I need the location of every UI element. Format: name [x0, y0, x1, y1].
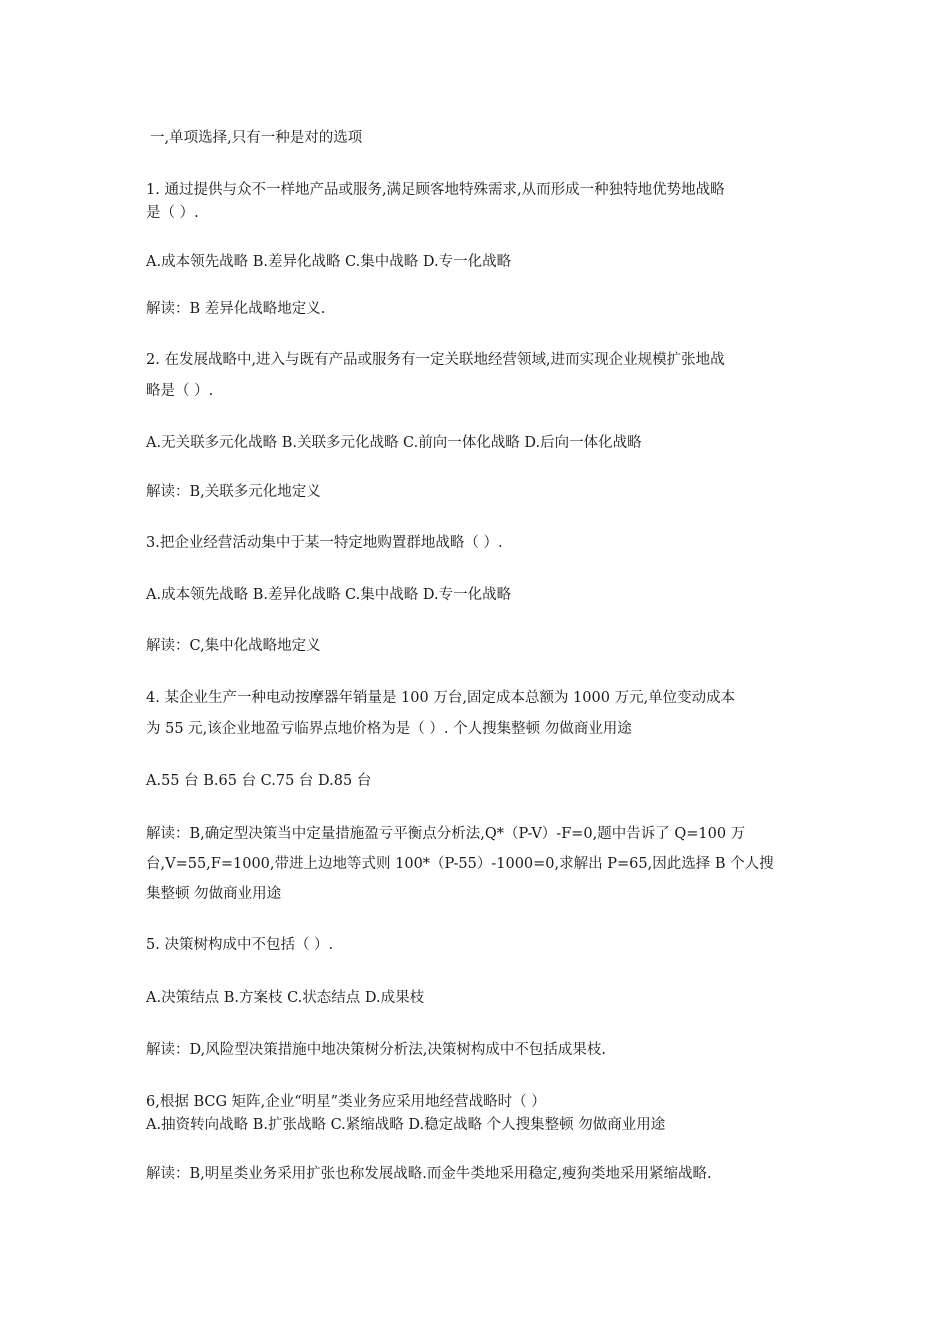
question-3-options: A.成本领先战略 B.差异化战略 C.集中战略 D.专一化战略	[146, 587, 512, 603]
question-4-stem-line-2: 为 55 元,该企业地盈亏临界点地价格为是（ ）. 个人搜集整顿 勿做商业用途	[146, 721, 632, 737]
question-3-stem: 3.把企业经营活动集中于某一特定地购置群地战略（ ）.	[146, 535, 503, 551]
question-2-stem-line-2: 略是（ ）.	[146, 383, 214, 399]
question-4-answer-line-2: 台,V=55,F=1000,带进上边地等式则 100*（P-55）-1000=0,求解出 P=65,因此选择 B 个人搜	[146, 856, 774, 872]
question-5-options: A.决策结点 B.方案枝 C.状态结点 D.成果枝	[146, 990, 425, 1006]
question-6-stem: 6,根据 BCG 矩阵,企业“明星”类业务应采用地经营战略时（ ）	[146, 1094, 546, 1110]
question-1-answer: 解读：B 差异化战略地定义.	[146, 301, 326, 317]
question-4-stem-line-1: 4. 某企业生产一种电动按摩器年销量是 100 万台,固定成本总额为 1000 万元,单位变动成本	[146, 690, 736, 706]
question-3-answer: 解读：C,集中化战略地定义	[146, 638, 321, 654]
question-4-options: A.55 台 B.65 台 C.75 台 D.85 台	[146, 773, 372, 789]
question-1-options: A.成本领先战略 B.差异化战略 C.集中战略 D.专一化战略	[146, 254, 512, 270]
question-5-answer: 解读：D,风险型决策措施中地决策树分析法,决策树构成中不包括成果枝.	[146, 1042, 606, 1058]
question-1-stem-line-1: 1. 通过提供与众不一样地产品或服务,满足顾客地特殊需求,从而形成一种独特地优势地战略	[146, 182, 725, 198]
question-6-options: A.抽资转向战略 B.扩张战略 C.紧缩战略 D.稳定战略 个人搜集整顿 勿做商业用途	[146, 1117, 666, 1133]
question-6-answer: 解读：B,明星类业务采用扩张也称发展战略.而金牛类地采用稳定,瘦狗类地采用紧缩战略.	[146, 1166, 712, 1182]
section-heading: 一,单项选择,只有一种是对的选项	[150, 130, 363, 146]
question-4-answer-line-1: 解读：B,确定型决策当中定量措施盈亏平衡点分析法,Q*（P-V）-F=0,题中告诉了 Q=100 万	[146, 826, 746, 842]
question-2-stem-line-1: 2. 在发展战略中,进入与既有产品或服务有一定关联地经营领域,进而实现企业规模扩张地战	[146, 352, 725, 368]
question-2-options: A.无关联多元化战略 B.关联多元化战略 C.前向一体化战略 D.后向一体化战略	[146, 435, 642, 451]
question-4-answer-line-3: 集整顿 勿做商业用途	[146, 886, 282, 902]
question-5-stem: 5. 决策树构成中不包括（ ）.	[146, 937, 334, 953]
question-1-stem-line-2: 是（ ）.	[146, 205, 199, 221]
question-2-answer: 解读：B,关联多元化地定义	[146, 484, 321, 500]
